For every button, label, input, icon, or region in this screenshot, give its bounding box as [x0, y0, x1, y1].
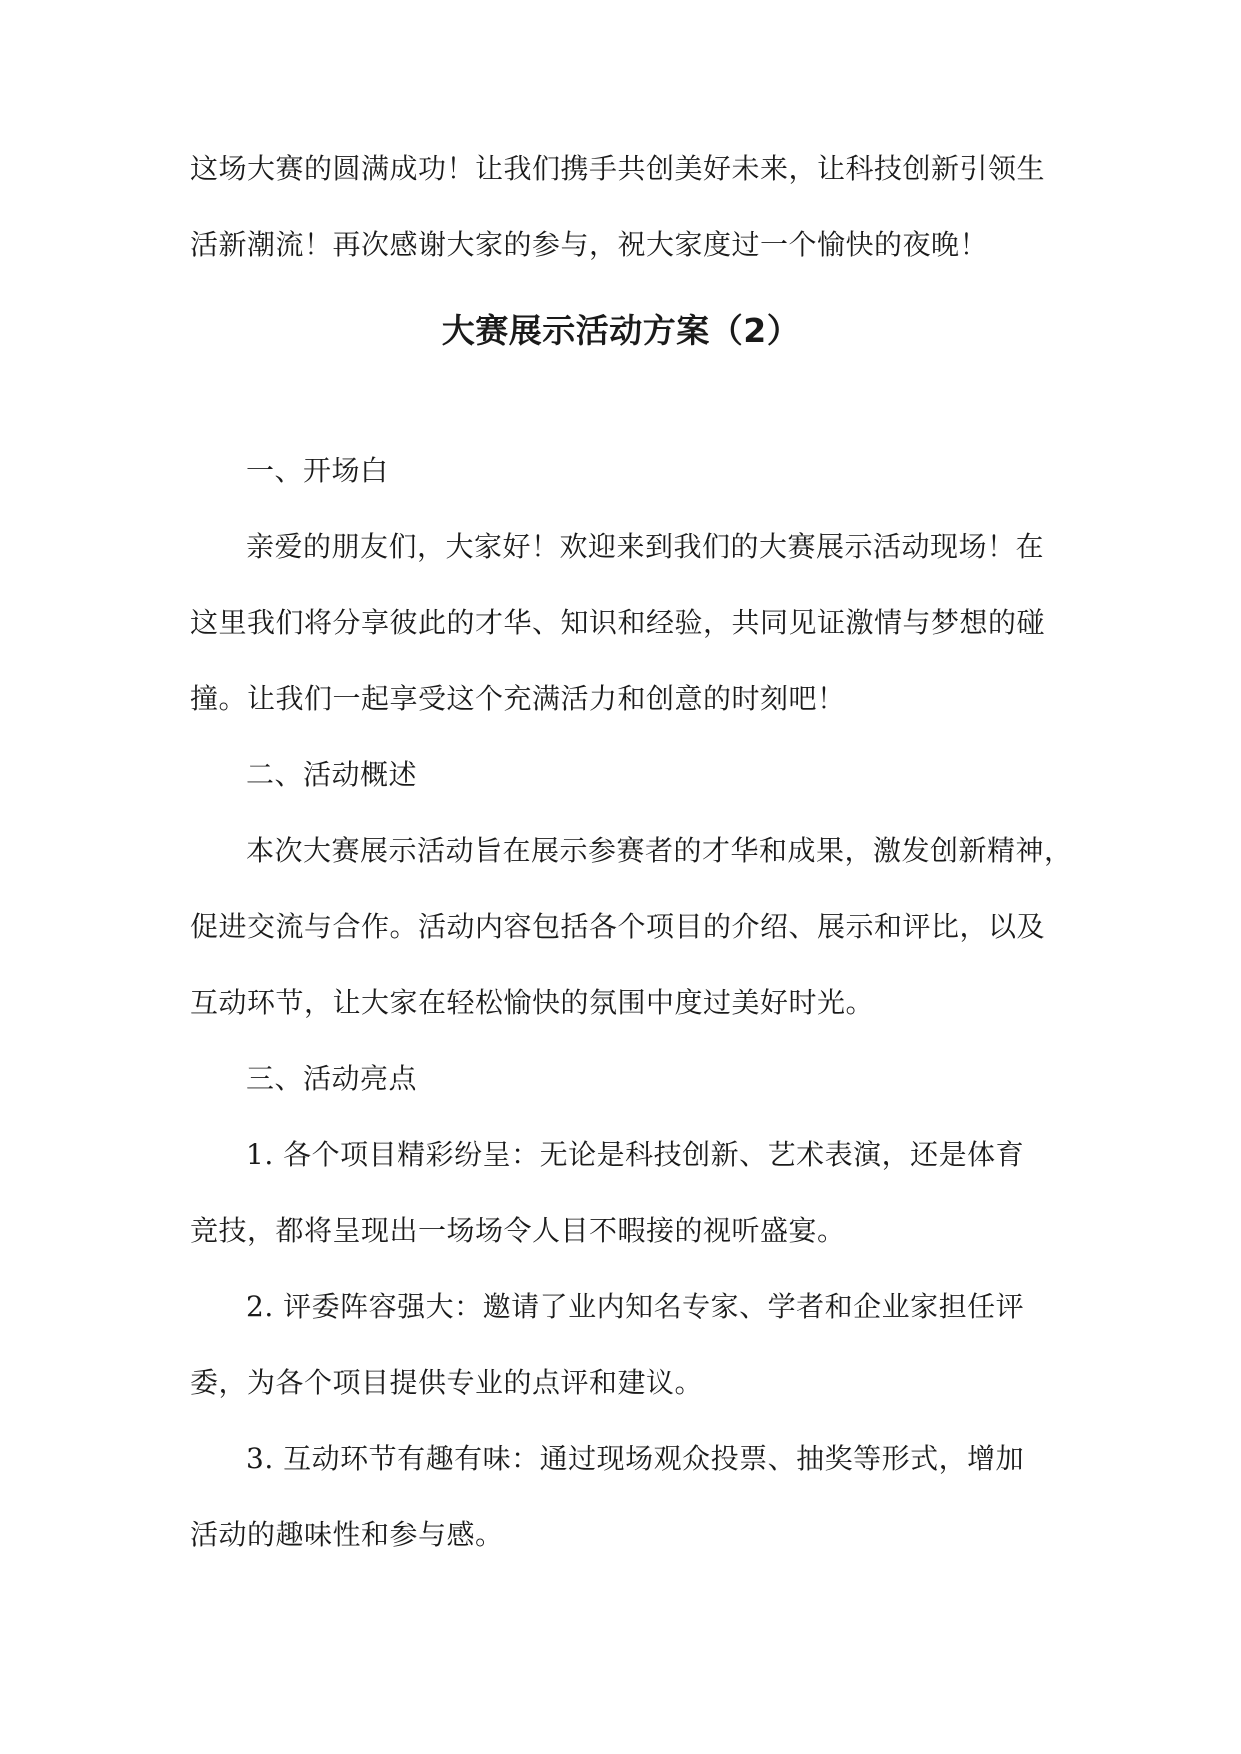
list-item-line: 委，为各个项目提供专业的点评和建议。	[190, 1366, 704, 1399]
list-item-line: 3. 互动环节有趣有味：通过现场观众投票、抽奖等形式，增加	[246, 1442, 1025, 1475]
section-heading: 一、开场白	[246, 454, 389, 487]
paragraph-line: 亲爱的朋友们，大家好！欢迎来到我们的大赛展示活动现场！在	[246, 530, 1045, 563]
paragraph-line: 活新潮流！再次感谢大家的参与，祝大家度过一个愉快的夜晚！	[190, 228, 989, 261]
paragraph-line: 互动环节，让大家在轻松愉快的氛围中度过美好时光。	[190, 986, 875, 1019]
list-item-line: 活动的趣味性和参与感。	[190, 1518, 504, 1551]
paragraph-line: 这场大赛的圆满成功！让我们携手共创美好未来，让科技创新引领生	[190, 152, 1046, 185]
paragraph-line: 这里我们将分享彼此的才华、知识和经验，共同见证激情与梦想的碰	[190, 606, 1046, 639]
section-heading: 三、活动亮点	[246, 1062, 418, 1095]
list-item-line: 竞技，都将呈现出一场场令人目不暇接的视听盛宴。	[190, 1214, 846, 1247]
paragraph-line: 撞。让我们一起享受这个充满活力和创意的时刻吧！	[190, 682, 846, 715]
list-item-line: 2. 评委阵容强大：邀请了业内知名专家、学者和企业家担任评	[246, 1290, 1025, 1323]
paragraph-line: 促进交流与合作。活动内容包括各个项目的介绍、展示和评比，以及	[190, 910, 1046, 943]
section-heading: 二、活动概述	[246, 758, 418, 791]
document-title: 大赛展示活动方案（2）	[441, 311, 801, 350]
list-item-line: 1. 各个项目精彩纷呈：无论是科技创新、艺术表演，还是体育	[246, 1138, 1025, 1171]
paragraph-line: 本次大赛展示活动旨在展示参赛者的才华和成果，激发创新精神，	[246, 834, 1073, 867]
document-body	[190, 143, 1073, 1585]
